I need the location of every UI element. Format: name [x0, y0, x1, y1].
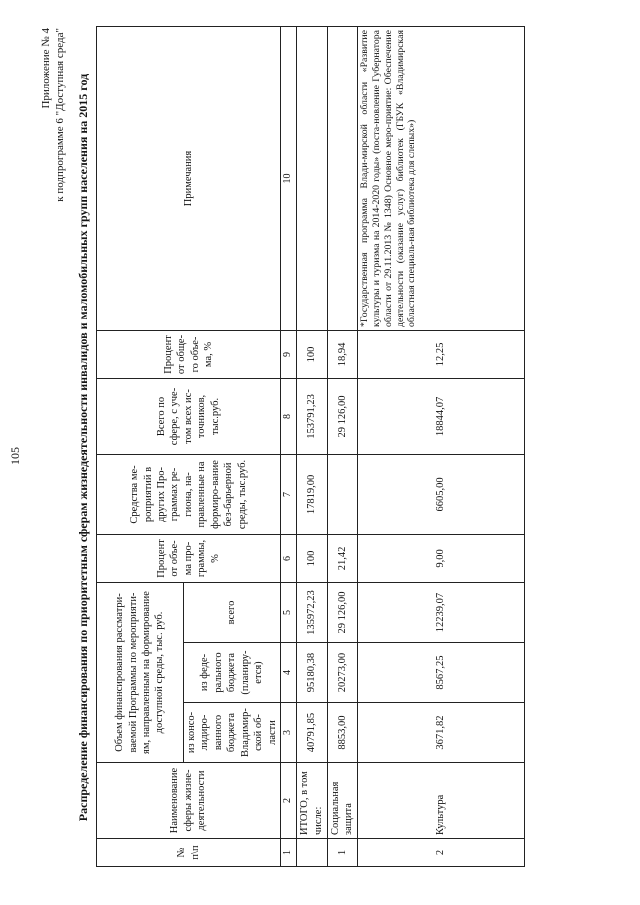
row-percent-program: 21,42 — [327, 534, 357, 582]
row-other-programs — [327, 454, 357, 534]
column-number: 4 — [281, 643, 297, 703]
row-total: 29 126,00 — [327, 582, 357, 642]
column-number: 10 — [281, 26, 297, 330]
column-number: 8 — [281, 378, 297, 454]
row-total: 135972,23 — [296, 582, 327, 642]
row-total: 12239,07 — [357, 582, 524, 642]
header-federal: из феде-рального бюджета (планиру-ется) — [184, 643, 281, 703]
table-row — [296, 26, 327, 866]
row-other-programs: 17819,00 — [296, 454, 327, 534]
row-sphere-total: 18844,07 — [357, 378, 524, 454]
row-sphere-total: 29 126,00 — [327, 378, 357, 454]
header-consolidated: из консо-лидиро-ванного бюджета Владимир-ской об-ласти — [184, 703, 281, 763]
page-number: 105 — [8, 447, 22, 465]
row-name: ИТОГО, в том числе: — [296, 763, 327, 839]
column-number: 3 — [281, 703, 297, 763]
row-sphere-total: 153791,23 — [296, 378, 327, 454]
row-federal: 95180,38 — [296, 643, 327, 703]
column-number: 7 — [281, 454, 297, 534]
column-number-row — [281, 26, 297, 866]
row-consolidated: 3671,82 — [357, 703, 524, 763]
table-row — [357, 26, 524, 866]
row-federal: 8567,25 — [357, 643, 524, 703]
header-sphere: Наименование сферы жизне-деятельности — [97, 763, 281, 839]
appendix-caption — [40, 28, 68, 202]
header-other-programs: Средства ме-роприятий в других Про-граммах ре-гиона, на-правленные на формиро-вание без-барьерной среды, тыс.руб. — [97, 454, 281, 534]
row-num: 2 — [357, 839, 524, 867]
row-notes: *Государственная программа Влади-мирской области «Развитие культуры и туризма на 2014-2020 годы» (поста-новление Губернатора области от 29.11.2013 № 1348) Основное меро-приятие: Обеспечение деятельности (оказание услуг) библиотек (ГБУК «Владимирская областная специаль-ная библиотека для слепых») — [357, 26, 524, 330]
row-consolidated: 8853,00 — [327, 703, 357, 763]
financing-table — [96, 26, 525, 867]
header-total: всего — [184, 582, 281, 642]
column-number: 5 — [281, 582, 297, 642]
header-num: № п\п — [97, 839, 281, 867]
row-federal: 20273,00 — [327, 643, 357, 703]
row-percent-program: 9,00 — [357, 534, 524, 582]
header-notes: Примечания — [97, 26, 281, 330]
row-consolidated: 40791,85 — [296, 703, 327, 763]
appendix-subprogram: к подпрограмме 6 "Доступная среда" — [53, 28, 66, 202]
row-percent-total: 18,94 — [327, 330, 357, 378]
row-name: Социальная защита — [327, 763, 357, 839]
appendix-number: Приложение № 4 — [40, 28, 52, 109]
table-row — [327, 26, 357, 866]
row-notes — [296, 26, 327, 330]
column-number: 6 — [281, 534, 297, 582]
row-percent-total: 12,25 — [357, 330, 524, 378]
row-notes — [327, 26, 357, 330]
column-number: 1 — [281, 839, 297, 867]
header-percent-total: Процент от обще-го объе-ма, % — [97, 330, 281, 378]
header-volume: Объем финансирования рассматри-ваемой Программы по мероприяти-ям, направленным на формирование доступной среды, тыс. руб. — [97, 582, 184, 762]
column-number: 2 — [281, 763, 297, 839]
row-other-programs: 6605,00 — [357, 454, 524, 534]
row-percent-program: 100 — [296, 534, 327, 582]
header-sphere-total: Всего по сфере, с уче-том всех ис-точников, тыс.руб. — [97, 378, 281, 454]
row-name: Культура — [357, 763, 524, 839]
row-num: 1 — [327, 839, 357, 867]
header-row — [97, 26, 184, 866]
row-percent-total: 100 — [296, 330, 327, 378]
column-number: 9 — [281, 330, 297, 378]
header-percent-program: Процент от объе-ма про-граммы, % — [97, 534, 281, 582]
row-num — [296, 839, 327, 867]
document-title: Распределение финансирования по приоритетным сферам жизнедеятельности инвалидов и маломобильных групп населения на 2015 год — [76, 73, 90, 822]
